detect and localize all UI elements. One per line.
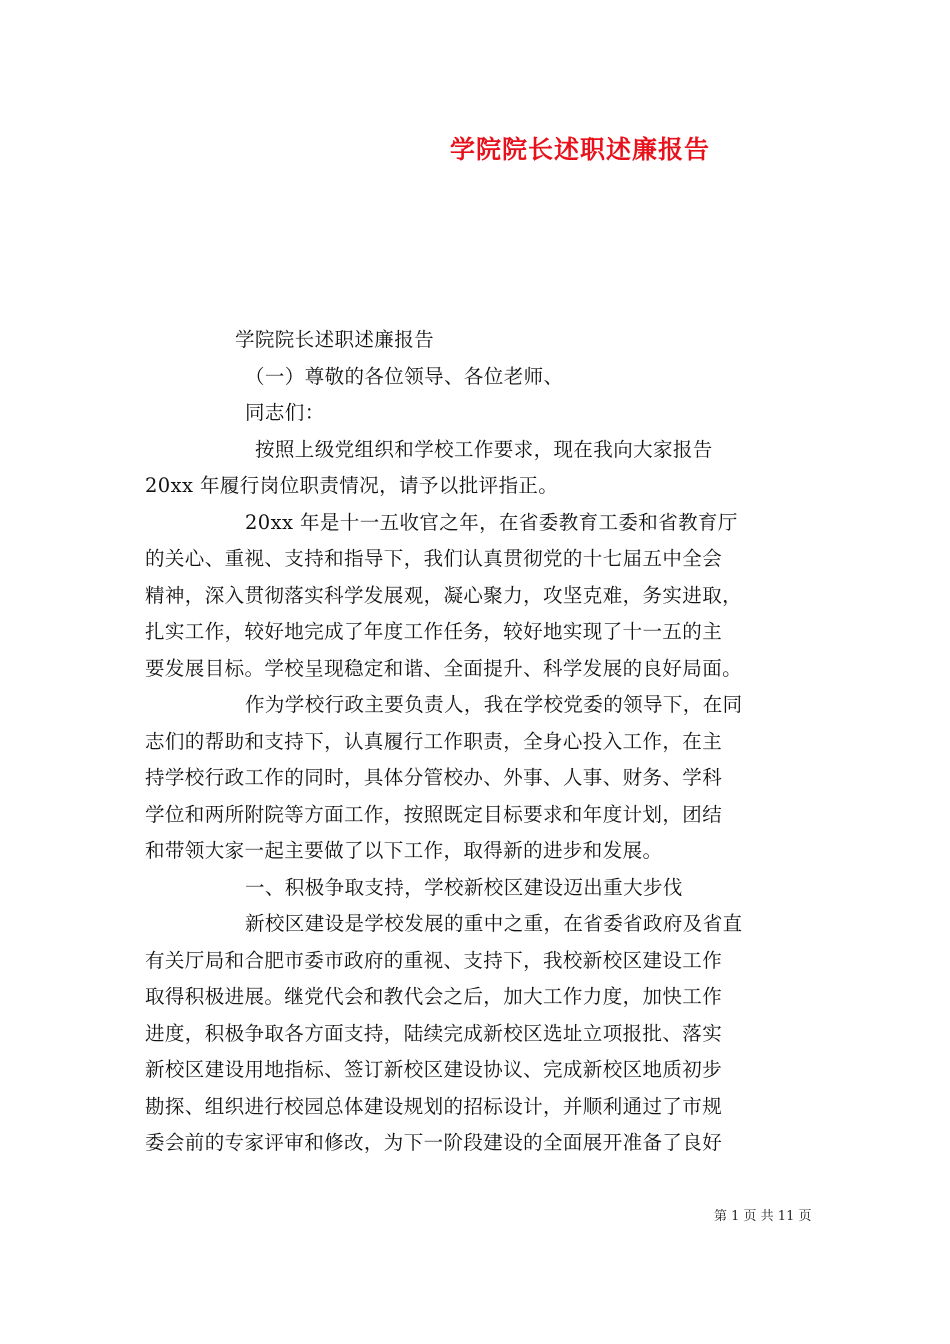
- paragraph-line: 志们的帮助和支持下，认真履行工作职责，全身心投入工作，在主: [145, 729, 723, 753]
- paragraph-line: 进度，积极争取各方面支持，陆续完成新校区选址立项报批、落实: [145, 1021, 723, 1045]
- paragraph-line: 勘探、组织进行校园总体建设规划的招标设计，并顺利通过了市规: [145, 1094, 723, 1118]
- paragraph-line: 有关厅局和合肥市委市政府的重视、支持下，我校新校区建设工作: [145, 948, 723, 972]
- paragraph-line: 持学校行政工作的同时，具体分管校办、外事、人事、财务、学科: [145, 766, 723, 789]
- paragraph-line: 学位和两所附院等方面工作，按照既定目标要求和年度计划，团结: [145, 802, 723, 826]
- paragraph-line: 扎实工作，较好地完成了年度工作任务，较好地实现了十一五的主: [145, 620, 723, 643]
- paragraph-line: 委会前的专家评审和修改，为下一阶段建设的全面展开准备了良好: [145, 1131, 723, 1154]
- paragraph-line: 20xx 年履行岗位职责情况，请予以批评指正。: [145, 474, 559, 497]
- paragraph-line: 按照上级党组织和学校工作要求，现在我向大家报告: [255, 437, 713, 461]
- paragraph-line: 新校区建设用地指标、签订新校区建设协议、完成新校区地质初步: [145, 1058, 723, 1081]
- salutation-line: 同志们：: [245, 401, 325, 424]
- body-heading-line: 学院院长述职述廉报告: [235, 328, 435, 351]
- document-title: 学院院长述职述廉报告: [449, 135, 710, 164]
- paragraph-line: 新校区建设是学校发展的重中之重，在省委省政府及省直: [245, 912, 743, 935]
- paragraph-line: 取得积极进展。继党代会和教代会之后，加大工作力度，加快工作: [145, 985, 723, 1008]
- section-heading-line: 一、积极争取支持，学校新校区建设迈出重大步伐: [245, 875, 683, 899]
- paragraph-line: 20xx 年是十一五收官之年，在省委教育工委和省教育厅: [245, 510, 738, 534]
- paragraph-line: 和带领大家一起主要做了以下工作，取得新的进步和发展。: [145, 839, 663, 862]
- paragraph-line: 要发展目标。学校呈现稳定和谐、全面提升、科学发展的良好局面。: [145, 656, 743, 680]
- page-number-footer: 第 1 页 共 11 页: [714, 1209, 812, 1224]
- paragraph-line: 作为学校行政主要负责人，我在学校党委的领导下，在同: [245, 693, 743, 716]
- paragraph-line: 的关心、重视、支持和指导下，我们认真贯彻党的十七届五中全会: [145, 547, 723, 570]
- document-body: [145, 322, 810, 1162]
- salutation-line: （一）尊敬的各位领导、各位老师、: [245, 364, 564, 388]
- paragraph-line: 精神，深入贯彻落实科学发展观，凝心聚力，攻坚克难，务实进取，: [145, 583, 743, 607]
